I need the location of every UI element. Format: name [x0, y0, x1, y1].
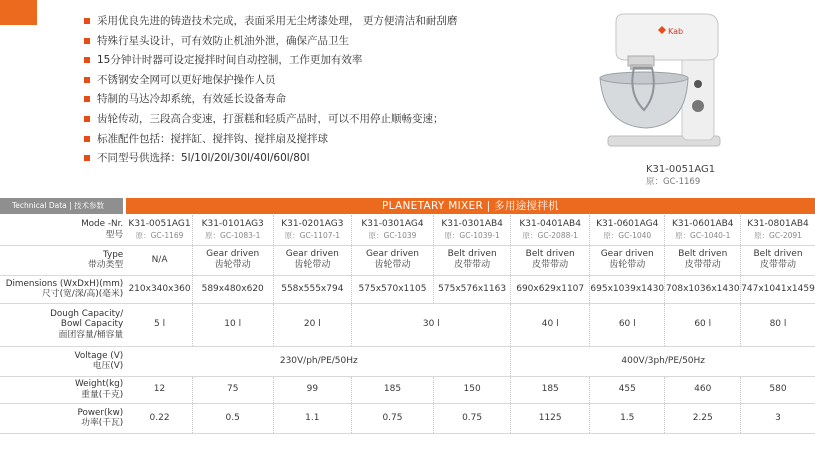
feature-item — [84, 51, 457, 71]
feature-item — [84, 71, 457, 91]
table-row — [0, 303, 815, 346]
row-label: Dimensions (WxDxH)(mm) 尺寸(宽/深/高)(毫米) — [0, 275, 127, 303]
bullet-square-icon — [84, 57, 90, 63]
type-cell: Gear driven 齿轮带动 — [589, 245, 665, 275]
type-cell: Gear driven 齿轮带动 — [192, 245, 273, 275]
power-cell: 1.5 — [589, 403, 665, 433]
dim-cell: 708x1036x1430 — [665, 275, 741, 303]
power-cell: 2.25 — [665, 403, 741, 433]
table-title-bar — [126, 198, 815, 214]
weight-cell: 460 — [665, 376, 741, 403]
power-cell: 0.75 — [433, 403, 511, 433]
dim-cell: 575x576x1163 — [433, 275, 511, 303]
power-cell: 0.75 — [352, 403, 434, 433]
feature-text: 采用优良先进的铸造技术完成，表面采用无尘烤漆处理， 更方便清洁和耐刮磨 — [97, 15, 458, 27]
type-cell: Gear driven 齿轮带动 — [273, 245, 352, 275]
feature-text: 不锈钢安全网可以更好地保护操作人员 — [97, 73, 276, 86]
dim-cell: 575x570x1105 — [352, 275, 434, 303]
power-cell: 3 — [740, 403, 815, 433]
capacity-cell: 40 l — [511, 303, 590, 346]
feature-item — [84, 90, 457, 110]
capacity-cell: 30 l — [352, 303, 511, 346]
type-cell: N/A — [127, 245, 192, 275]
spec-table — [0, 215, 815, 434]
model-cell: K31-0051AG1 原：GC-1169 — [127, 215, 192, 245]
row-label: Voltage (V) 电压(V) — [0, 346, 127, 376]
corner-accent-block — [0, 0, 37, 25]
capacity-cell: 80 l — [740, 303, 815, 346]
feature-item — [84, 130, 457, 150]
model-cell: K31-0101AG3 原：GC-1083-1 — [192, 215, 273, 245]
planetary-mixer-image — [588, 8, 738, 158]
model-cell: K31-0801AB4 原：GC-2091 — [740, 215, 815, 245]
weight-cell: 455 — [589, 376, 665, 403]
type-cell: Belt driven 皮带带动 — [433, 245, 511, 275]
weight-cell: 580 — [740, 376, 815, 403]
table-row — [0, 275, 815, 303]
feature-text: 齿轮传动，三段高合变速，打蛋糕和轻质产品时，可以不用停止顺畅变速； — [97, 112, 444, 125]
capacity-cell: 5 l — [127, 303, 192, 346]
feature-text: 15分钟计时器可设定搅拌时间自动控制，工作更加有效率 — [97, 54, 363, 67]
row-label: Power(kw) 功率(千瓦) — [0, 403, 127, 433]
bullet-square-icon — [84, 38, 90, 44]
model-cell: K31-0601AB4 原：GC-1040-1 — [665, 215, 741, 245]
product-model: K31-0051AG1 — [646, 164, 716, 175]
dim-cell: 695x1039x1430 — [589, 275, 665, 303]
dim-cell: 747x1041x1459 — [740, 275, 815, 303]
power-cell: 1.1 — [273, 403, 352, 433]
model-cell: K31-0201AG3 原：GC-1107-1 — [273, 215, 352, 245]
weight-cell: 99 — [273, 376, 352, 403]
bullet-square-icon — [84, 77, 90, 83]
bullet-square-icon — [84, 96, 90, 102]
bullet-square-icon — [84, 155, 90, 161]
weight-cell: 150 — [433, 376, 511, 403]
dim-cell: 210x340x360 — [127, 275, 192, 303]
dim-cell: 690x629x1107 — [511, 275, 590, 303]
feature-text: 特殊行星头设计，可有效防止机油外泄，确保产品卫生 — [97, 34, 349, 47]
power-cell: 0.5 — [192, 403, 273, 433]
type-cell: Gear driven 齿轮带动 — [352, 245, 434, 275]
product-orig-code: 原：GC-1169 — [646, 177, 701, 187]
bullet-square-icon — [84, 136, 90, 142]
capacity-cell: 10 l — [192, 303, 273, 346]
bullet-square-icon — [84, 116, 90, 122]
feature-text: 不同型号供选择：5l/10l/20l/30l/40l/60l/80l — [97, 152, 310, 165]
model-cell: K31-0401AB4 原：GC-2088-1 — [511, 215, 590, 245]
feature-item — [84, 149, 457, 169]
feature-item — [84, 32, 457, 52]
type-cell: Belt driven 皮带带动 — [740, 245, 815, 275]
voltage-cell: 400V/3ph/PE/50Hz — [511, 346, 815, 376]
table-row — [0, 403, 815, 433]
type-cell: Belt driven 皮带带动 — [511, 245, 590, 275]
model-cell: K31-0601AG4 原：GC-1040 — [589, 215, 665, 245]
bullet-square-icon — [84, 18, 90, 24]
table-row — [0, 245, 815, 275]
svg-text:Kab: Kab — [668, 27, 684, 36]
table-row — [0, 346, 815, 376]
row-label: Weight(kg) 重量(千克) — [0, 376, 127, 403]
feature-item — [84, 12, 457, 32]
capacity-cell: 20 l — [273, 303, 352, 346]
capacity-cell: 60 l — [665, 303, 741, 346]
table-row — [0, 215, 815, 245]
technical-data-label: Technical Data | 技术参数 — [0, 198, 123, 214]
row-label: Mode -Nr. 型号 — [0, 215, 127, 245]
product-caption — [646, 164, 715, 188]
feature-list — [84, 12, 457, 169]
feature-text: 特制的马达冷却系统，有效延长设备寿命 — [97, 93, 286, 106]
model-cell: K31-0301AB4 原：GC-1039-1 — [433, 215, 511, 245]
dim-cell: 558x555x794 — [273, 275, 352, 303]
capacity-cell: 60 l — [589, 303, 665, 346]
type-cell: Belt driven 皮带带动 — [665, 245, 741, 275]
weight-cell: 75 — [192, 376, 273, 403]
weight-cell: 12 — [127, 376, 192, 403]
feature-text: 标准配件包括：搅拌缸、搅拌钩、搅拌扇及搅拌球 — [97, 132, 328, 145]
model-cell: K31-0301AG4 原：GC-1039 — [352, 215, 434, 245]
table-title: PLANETARY MIXER | 多用途搅拌机 — [382, 200, 559, 212]
table-row — [0, 376, 815, 403]
weight-cell: 185 — [511, 376, 590, 403]
weight-cell: 185 — [352, 376, 434, 403]
power-cell: 0.22 — [127, 403, 192, 433]
row-label: Dough Capacity/ Bowl Capacity 面团容量/桶容量 — [0, 303, 127, 346]
feature-item — [84, 110, 457, 130]
dim-cell: 589x480x620 — [192, 275, 273, 303]
power-cell: 1125 — [511, 403, 590, 433]
row-label: Type 带动类型 — [0, 245, 127, 275]
voltage-cell: 230V/ph/PE/50Hz — [127, 346, 511, 376]
